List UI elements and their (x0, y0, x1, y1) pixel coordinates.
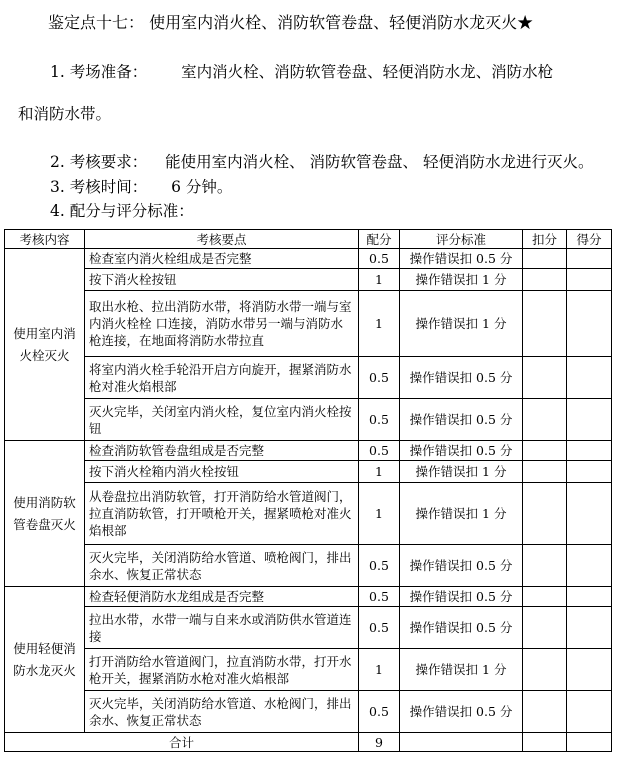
score-cell: 0.5 (359, 607, 400, 649)
deduction-cell (523, 249, 567, 269)
point-cell: 按下消火栓按钮 (85, 269, 359, 291)
section-label: 3. 考核时间： (50, 178, 148, 196)
score-cell: 0.5 (359, 441, 400, 461)
score-cell: 0.5 (359, 691, 400, 733)
section-label: 1. 考场准备： (50, 63, 148, 81)
point-cell: 灭火完毕，关闭消防给水管道、水枪阀门，排出余水、恢复正常状态 (85, 691, 359, 733)
table-row (5, 461, 612, 483)
standard-cell: 操作错误扣 0.5 分 (400, 607, 523, 649)
point-cell: 检查轻便消防水龙组成是否完整 (85, 587, 359, 607)
table-row (5, 483, 612, 545)
category-cell: 使用轻便消防水龙灭火 (5, 587, 85, 733)
section-exam-requirements (50, 150, 593, 172)
section-text: 室内消火栓、消防软管卷盘、轻便消防水龙、消防水枪 (181, 63, 554, 81)
header-score: 配分 (359, 230, 400, 249)
table-row (5, 545, 612, 587)
standard-cell: 操作错误扣 0.5 分 (400, 545, 523, 587)
result-cell (567, 357, 612, 399)
deduction-cell (523, 483, 567, 545)
table-header-row (5, 230, 612, 249)
standard-cell: 操作错误扣 0.5 分 (400, 441, 523, 461)
table-row (5, 649, 612, 691)
deduction-cell (523, 733, 567, 752)
section-label: 2. 考核要求： (50, 153, 148, 171)
section-text: 能使用室内消火栓、 消防软管卷盘、 轻便消防水龙进行灭火。 (165, 153, 594, 171)
result-cell (567, 649, 612, 691)
point-cell: 灭火完毕，关闭室内消火栓，复位室内消火栓按钮 (85, 399, 359, 441)
section-exam-preparation-continued: 和消防水带。 (18, 105, 112, 123)
point-cell: 打开消防给水管道阀门，拉直消防水带，打开水枪开关，握紧消防水枪对准火焰根部 (85, 649, 359, 691)
table-row (5, 691, 612, 733)
standard-cell (400, 733, 523, 752)
point-cell: 从卷盘拉出消防软管，打开消防给水管道阀门，拉直消防软管，打开喷枪开关，握紧喷枪对准火焰根部 (85, 483, 359, 545)
point-cell: 取出水枪、拉出消防水带，将消防水带一端与室内消火栓栓 口连接，消防水带另一端与消防水枪连接，在地面将消防水带拉直 (85, 291, 359, 357)
standard-cell: 操作错误扣 0.5 分 (400, 249, 523, 269)
result-cell (567, 691, 612, 733)
section-scoring: 4. 配分与评分标准： (50, 202, 194, 220)
point-cell: 将室内消火栓手轮沿开启方向旋开，握紧消防水枪对准火焰根部 (85, 357, 359, 399)
total-score: 9 (359, 733, 400, 752)
score-cell: 0.5 (359, 587, 400, 607)
section-text: 6 分钟。 (171, 178, 233, 196)
standard-cell: 操作错误扣 0.5 分 (400, 357, 523, 399)
table-row (5, 607, 612, 649)
table-row (5, 269, 612, 291)
table-row (5, 249, 612, 269)
result-cell (567, 399, 612, 441)
score-cell: 1 (359, 291, 400, 357)
deduction-cell (523, 545, 567, 587)
result-cell (567, 733, 612, 752)
point-cell: 检查室内消火栓组成是否完整 (85, 249, 359, 269)
deduction-cell (523, 269, 567, 291)
table-row (5, 441, 612, 461)
header-points: 考核要点 (85, 230, 359, 249)
point-cell: 按下消火栓箱内消火栓按钮 (85, 461, 359, 483)
section-exam-preparation (50, 60, 553, 82)
deduction-cell (523, 461, 567, 483)
result-cell (567, 587, 612, 607)
total-label: 合计 (5, 733, 359, 752)
deduction-cell (523, 587, 567, 607)
standard-cell: 操作错误扣 1 分 (400, 649, 523, 691)
table-row (5, 357, 612, 399)
result-cell (567, 441, 612, 461)
score-cell: 0.5 (359, 399, 400, 441)
standard-cell: 操作错误扣 0.5 分 (400, 587, 523, 607)
score-cell: 0.5 (359, 249, 400, 269)
section-exam-time (50, 175, 232, 197)
score-cell: 1 (359, 461, 400, 483)
score-cell: 1 (359, 649, 400, 691)
deduction-cell (523, 649, 567, 691)
table-row (5, 587, 612, 607)
deduction-cell (523, 607, 567, 649)
table-row (5, 399, 612, 441)
standard-cell: 操作错误扣 1 分 (400, 291, 523, 357)
table-total-row (5, 733, 612, 752)
header-deduction: 扣分 (523, 230, 567, 249)
score-cell: 1 (359, 483, 400, 545)
result-cell (567, 269, 612, 291)
table-row (5, 291, 612, 357)
category-cell: 使用消防软管卷盘灭火 (5, 441, 85, 587)
deduction-cell (523, 357, 567, 399)
result-cell (567, 607, 612, 649)
result-cell (567, 249, 612, 269)
deduction-cell (523, 291, 567, 357)
result-cell (567, 483, 612, 545)
standard-cell: 操作错误扣 1 分 (400, 461, 523, 483)
scoring-table (4, 229, 612, 752)
standard-cell: 操作错误扣 0.5 分 (400, 399, 523, 441)
standard-cell: 操作错误扣 1 分 (400, 269, 523, 291)
point-cell: 灭火完毕，关闭消防给水管道、喷枪阀门，排出余水、恢复正常状态 (85, 545, 359, 587)
score-cell: 0.5 (359, 357, 400, 399)
result-cell (567, 545, 612, 587)
header-result: 得分 (567, 230, 612, 249)
deduction-cell (523, 441, 567, 461)
standard-cell: 操作错误扣 0.5 分 (400, 691, 523, 733)
score-cell: 0.5 (359, 545, 400, 587)
header-standard: 评分标准 (400, 230, 523, 249)
standard-cell: 操作错误扣 1 分 (400, 483, 523, 545)
page-title: 鉴定点十七： 使用室内消火栓、消防软管卷盘、轻便消防水龙灭火★ (48, 13, 534, 32)
point-cell: 检查消防软管卷盘组成是否完整 (85, 441, 359, 461)
point-cell: 拉出水带，水带一端与自来水或消防供水管道连接 (85, 607, 359, 649)
header-content: 考核内容 (5, 230, 85, 249)
category-cell: 使用室内消火栓灭火 (5, 249, 85, 441)
result-cell (567, 291, 612, 357)
deduction-cell (523, 399, 567, 441)
score-cell: 1 (359, 269, 400, 291)
result-cell (567, 461, 612, 483)
deduction-cell (523, 691, 567, 733)
